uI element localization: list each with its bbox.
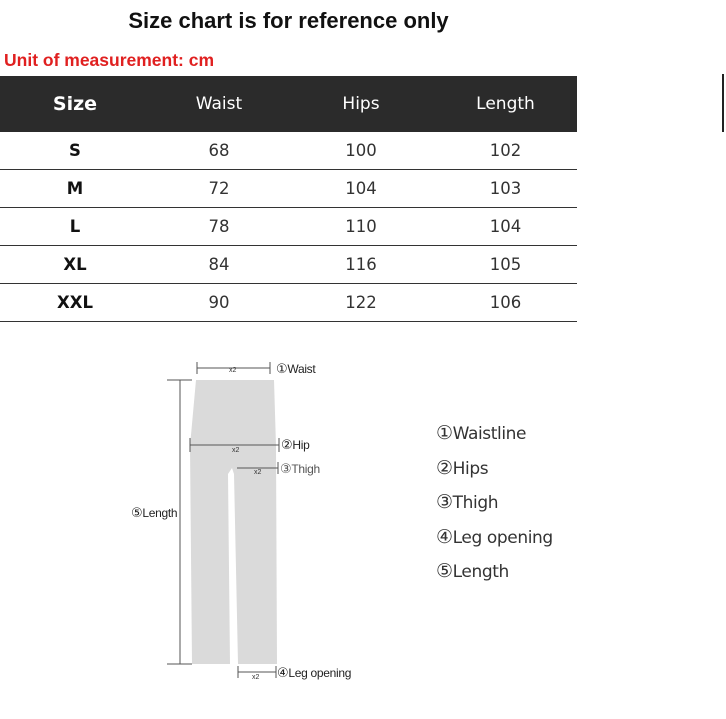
header-waist: Waist [150,76,288,132]
cell-size: S [0,132,150,170]
cell-waist: 72 [150,170,288,208]
legend-item-hips: ②Hips [436,456,489,479]
cell-hips: 122 [288,284,434,322]
cell-size: XL [0,246,150,284]
header-hips: Hips [288,76,434,132]
length-label: ⑤Length [131,505,178,520]
cell-length: 106 [434,284,577,322]
length-measure-line [167,380,192,664]
waist-label: ①Waist [276,361,316,376]
cell-hips: 116 [288,246,434,284]
pants-silhouette [190,380,277,664]
unit-note: Unit of measurement: cm [4,50,215,70]
leg-opening-label: ④Leg opening [277,665,352,680]
table-row [0,170,577,208]
table-row [0,284,577,322]
cell-waist: 68 [150,132,288,170]
measurement-diagram [0,340,726,719]
cell-waist: 84 [150,246,288,284]
header-length: Length [434,76,577,132]
cell-waist: 78 [150,208,288,246]
legend-item-leg-opening: ④Leg opening [436,525,553,548]
hip-multiplier: x2 [232,447,240,454]
cell-waist: 90 [150,284,288,322]
cell-hips: 110 [288,208,434,246]
page-title: Size chart is for reference only [128,8,449,33]
table-row [0,208,577,246]
cell-hips: 100 [288,132,434,170]
leg-multiplier: x2 [252,674,260,681]
legend-item-thigh: ③Thigh [436,491,499,513]
cell-length: 105 [434,246,577,284]
hip-label: ②Hip [281,437,310,452]
table-row [0,246,577,284]
measurement-legend [436,422,553,595]
table-header-row [0,76,577,132]
waist-multiplier: x2 [229,367,237,374]
cell-hips: 104 [288,170,434,208]
pants-diagram-svg [0,340,726,719]
thigh-multiplier: x2 [254,469,262,476]
cell-size: M [0,170,150,208]
cell-length: 104 [434,208,577,246]
cell-length: 102 [434,132,577,170]
legend-item-length: ⑤Length [436,560,509,582]
cell-size: XXL [0,284,150,322]
cell-size: L [0,208,150,246]
size-table [0,76,577,322]
edge-divider [722,74,724,132]
cell-length: 103 [434,170,577,208]
legend-item-waistline: ①Waistline [436,422,527,444]
table-row [0,132,577,170]
thigh-label: ③Thigh [280,461,320,476]
header-size: Size [0,76,150,132]
